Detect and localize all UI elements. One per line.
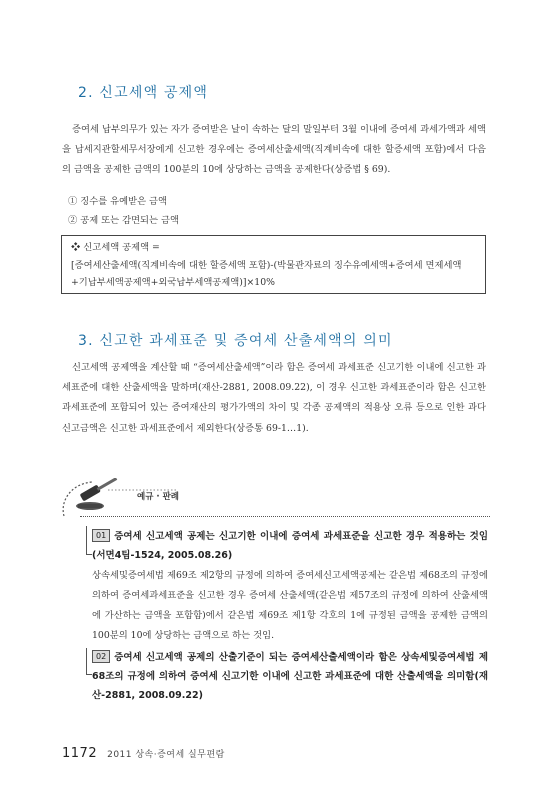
page-footer (62, 742, 225, 761)
formula-heading: ❖ 신고세액 공제액 = (71, 242, 160, 253)
case-title-text: 증여세 신고세액 공제는 신고기한 이내에 증여세 과세표준을 신고한 경우 적용하는 것임(서면4팀-1524, 2005.08.26) (92, 531, 488, 561)
section-2-paragraph: 증여세 납부의무가 있는 자가 증여받은 날이 속하는 달의 말일부터 3월 이내에 증여세 과세가액과 세액을 납세지관할세무서장에게 신고한 경우에는 증여세산출세액(직계비속에 대한 할증세액 포함)에서 다음의 금액을 공제한 금액의 100분의 10에 상당하는 금액을 공제한다(상증법 § 69). (62, 124, 486, 176)
precedent-label: 예규 · 판례 (137, 492, 179, 502)
section-2-title: 2. 신고세액 공제액 (78, 85, 209, 101)
case-title-01 (92, 527, 488, 565)
case-body-01: 상속세및증여세법 제69조 제2항의 규정에 의하여 증여세신고세액공제는 같은법 제68조의 규정에 의하여 증여세과세표준을 신고한 경우 증여세 산출세액(같은법 제57조의 규정에 의하여 산출세액에 가산하는 금액을 포함함)에서 같은법 제69조 제1항 각호의 1에 규정된 금액을 공제한 금액의 100분의 10에 상당하는 금액으로 하는 것임. (92, 570, 488, 641)
case-number-badge: 02 (92, 650, 110, 663)
list-item-1: ① 징수를 유예받은 금액 (68, 196, 167, 207)
section-3-paragraph: 신고세액 공제액을 계산할 때 “증여세산출세액”이라 함은 증여세 과세표준 신고기한 이내에 신고한 과세표준에 대한 산출세액을 말하며(재산-2881, 2008.09.22), 이 경우 신고한 과세표준이라 함은 신고한 과세표준에 포함되어 있는 증여재산의 평가가액의 차이 및 각종 공제액의 적용상 오류 등으로 인한 과다신고금액은 신고한 과세표준에서 제외한다(상증통 69-1…1). (62, 362, 486, 434)
formula-box (61, 235, 486, 294)
case-number-badge: 01 (92, 529, 110, 542)
case-bracket-line (86, 648, 87, 674)
case-title-text: 증여세 신고세액 공제의 산출기준이 되는 증여세산출세액이라 함은 상속세및증여세법 제68조의 규정에 의하여 증여세 신고기한 이내에 신고한 과세표준에 대한 산출세액을 의미함(재산-2881, 2008.09.22) (92, 652, 488, 701)
precedent-divider (80, 516, 490, 517)
case-bracket-line (86, 526, 87, 554)
formula-body: [증여세산출세액(직계비속에 대한 할증세액 포함)-(박물관자료의 징수유예세액+증여세 면제세액+기납부세액공제액+외국납부세액공제액)]×10% (71, 260, 462, 288)
book-title: 2011 상속·증여세 실무편람 (107, 750, 225, 760)
page-number: 1172 (62, 746, 98, 761)
section-3-title: 3. 신고한 과세표준 및 증여세 산출세액의 의미 (78, 333, 393, 349)
list-item-2: ② 공제 또는 감면되는 금액 (68, 215, 179, 226)
case-title-02 (92, 648, 488, 705)
